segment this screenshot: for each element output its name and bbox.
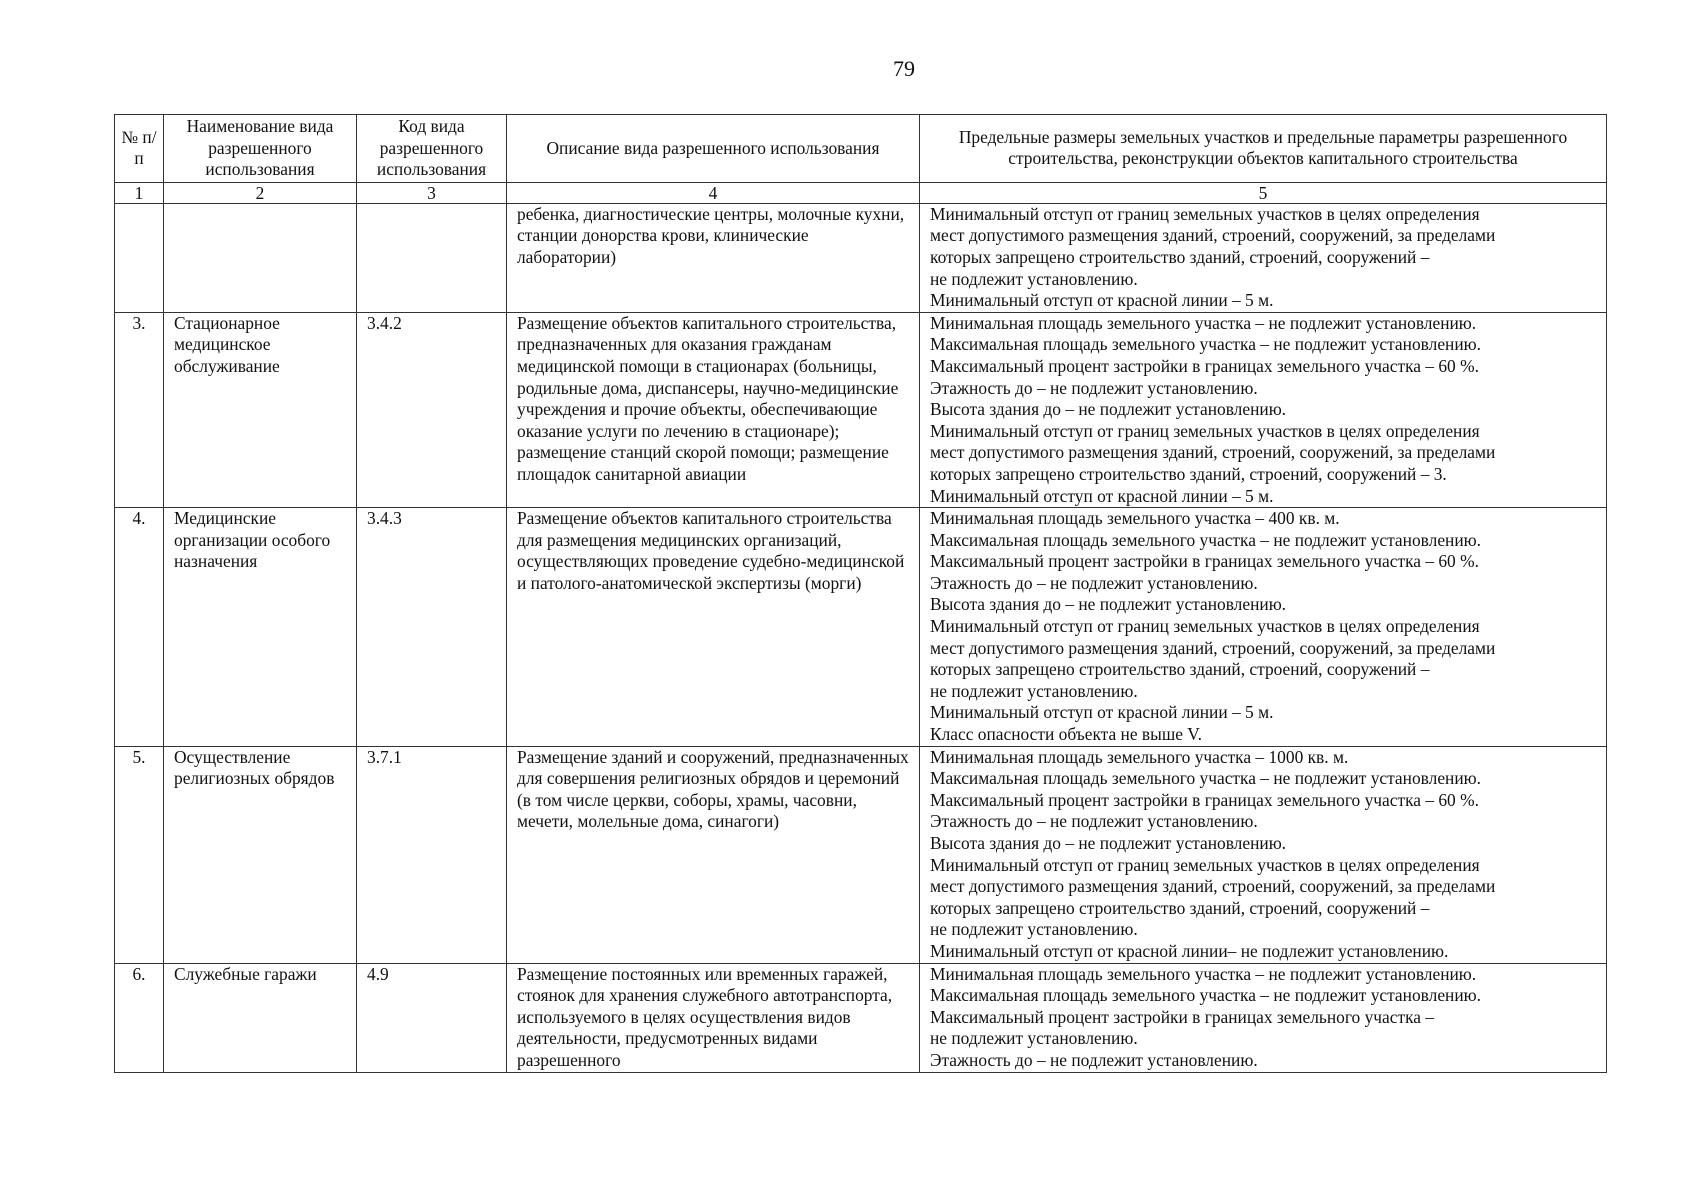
regulations-table (114, 114, 1607, 1073)
header-number: № п/п (115, 115, 164, 183)
row-number (115, 203, 164, 312)
parameter-line: которых запрещено строительство зданий, строений, сооружений – (930, 897, 1430, 918)
row-number: 4. (115, 508, 164, 747)
header-use-description: Описание вида разрешенного использования (507, 115, 920, 183)
parameter-line: Высота здания до – не подлежит установлению. (930, 399, 1287, 420)
table-row (115, 746, 1607, 963)
column-number: 2 (164, 182, 357, 203)
use-code: 3.7.1 (357, 746, 507, 963)
parameter-line: Минимальная площадь земельного участка – 1000 кв. м. (930, 746, 1349, 767)
parameter-line: которых запрещено строительство зданий, строений, сооружений – (930, 659, 1430, 680)
parameter-line: Класс опасности объекта не выше V. (930, 724, 1202, 745)
parameter-line: не подлежит установлению. (930, 919, 1138, 940)
table-row (115, 508, 1607, 747)
limit-parameters (920, 963, 1607, 1072)
table-row (115, 963, 1607, 1072)
use-code (357, 203, 507, 312)
use-name: Медицинские организации особого назначения (164, 508, 357, 747)
parameter-line: не подлежит установлению. (930, 268, 1138, 289)
parameter-line: мест допустимого размещения зданий, строений, сооружений, за пределами (930, 876, 1496, 897)
column-number-row (115, 182, 1607, 203)
parameter-line: Этажность до – не подлежит установлению. (930, 377, 1258, 398)
limit-parameters (920, 312, 1607, 507)
use-code: 3.4.2 (357, 312, 507, 507)
parameter-line: Высота здания до – не подлежит установлению. (930, 833, 1287, 853)
parameter-line: Минимальный отступ от красной линии – 5 м. (930, 485, 1274, 506)
parameter-line: Этажность до – не подлежит установлению. (930, 1049, 1258, 1070)
page-number: 79 (893, 56, 915, 81)
parameter-line: Максимальный процент застройки в границах земельного участка – 60 %. (930, 551, 1479, 572)
row-number: 5. (115, 746, 164, 963)
table-body (115, 203, 1607, 1072)
parameter-line: Максимальная площадь земельного участка – не подлежит установлению. (930, 768, 1481, 789)
parameter-line: Минимальный отступ от границ земельных участков в целях определения (930, 616, 1480, 637)
use-description: ребенка, диагностические центры, молочные кухни, станции донорства крови, клинические лаборатории) (507, 203, 920, 312)
parameter-line: Максимальный процент застройки в границах земельного участка – 60 %. (930, 355, 1479, 376)
column-number: 5 (920, 182, 1607, 203)
parameter-line: Минимальный отступ от границ земельных участков в целях определения (930, 420, 1480, 441)
parameter-line: которых запрещено строительство зданий, строений, сооружений – 3. (930, 463, 1447, 484)
parameter-line: не подлежит установлению. (930, 1028, 1138, 1049)
parameter-line: Этажность до – не подлежит установлению. (930, 811, 1258, 832)
parameter-line: Минимальная площадь земельного участка – не подлежит установлению. (930, 312, 1477, 333)
row-number: 6. (115, 963, 164, 1072)
header-use-code: Код вида разрешенного использования (357, 115, 507, 183)
column-number: 1 (115, 182, 164, 203)
header-use-name: Наименование вида разрешенного использования (164, 115, 357, 183)
parameter-line: Минимальный отступ от красной линии– не подлежит установлению. (930, 940, 1449, 961)
parameter-line: Максимальная площадь земельного участка – не подлежит установлению. (930, 334, 1481, 355)
limit-parameters (920, 746, 1607, 963)
parameter-line: Высота здания до – не подлежит установлению. (930, 594, 1287, 615)
parameter-line: мест допустимого размещения зданий, строений, сооружений, за пределами (930, 637, 1496, 658)
parameter-line: Минимальный отступ от границ земельных участков в целях определения (930, 203, 1480, 224)
row-number: 3. (115, 312, 164, 507)
parameter-line: Этажность до – не подлежит установлению. (930, 572, 1258, 593)
parameter-line: мест допустимого размещения зданий, строений, сооружений, за пределами (930, 442, 1496, 463)
parameter-line: Минимальный отступ от красной линии – 5 м. (930, 290, 1274, 311)
parameter-line: Максимальный процент застройки в границах земельного участка – (930, 1006, 1435, 1027)
use-code: 3.4.3 (357, 508, 507, 747)
table-row (115, 203, 1607, 312)
use-description: Размещение постоянных или временных гаражей, стоянок для хранения служебного автотранспорта, используемого в целях осуществления видов деятельности, предусмотренных видами разрешенного (507, 963, 920, 1072)
use-name (164, 203, 357, 312)
parameter-line: не подлежит установлению. (930, 680, 1138, 701)
column-number: 3 (357, 182, 507, 203)
parameter-line: Минимальный отступ от границ земельных участков в целях определения (930, 854, 1480, 875)
parameter-line: Минимальная площадь земельного участка – не подлежит установлению. (930, 963, 1477, 984)
parameter-line: которых запрещено строительство зданий, строений, сооружений – (930, 246, 1430, 267)
table-row (115, 312, 1607, 507)
header-limit-parameters: Предельные размеры земельных участков и предельные параметры разрешенного строительства, реконструкции объектов капитального строительства (920, 115, 1607, 183)
parameter-line: Максимальная площадь земельного участка – не подлежит установлению. (930, 529, 1481, 550)
use-description: Размещение зданий и сооружений, предназначенных для совершения религиозных обрядов и церемоний (в том числе церкви, соборы, храмы, часовни, мечети, молельные дома, синагоги) (507, 746, 920, 963)
parameter-line: Максимальная площадь земельного участка – не подлежит установлению. (930, 985, 1481, 1006)
table-header-row (115, 115, 1607, 183)
use-description: Размещение объектов капитального строительства для размещения медицинских организаций, осуществляющих проведение судебно-медицинской и патолого-анатомической экспертизы (морги) (507, 508, 920, 747)
use-name: Стационарное медицинское обслуживание (164, 312, 357, 507)
parameter-line: мест допустимого размещения зданий, строений, сооружений, за пределами (930, 225, 1496, 246)
use-code: 4.9 (357, 963, 507, 1072)
column-number: 4 (507, 182, 920, 203)
parameter-line: Максимальный процент застройки в границах земельного участка – 60 %. (930, 789, 1479, 810)
use-description: Размещение объектов капитального строительства, предназначенных для оказания гражданам медицинской помощи в стационарах (больницы, родильные дома, диспансеры, научно-медицинские учреждения и прочие объекты, обеспечивающие оказание услуги по лечению в стационаре); размещение станций скорой помощи; размещение площадок санитарной авиации (507, 312, 920, 507)
limit-parameters (920, 508, 1607, 747)
parameter-line: Минимальная площадь земельного участка – 400 кв. м. (930, 508, 1340, 529)
limit-parameters (920, 203, 1607, 312)
use-name: Осуществление религиозных обрядов (164, 746, 357, 963)
parameter-line: Минимальный отступ от красной линии – 5 м. (930, 702, 1274, 723)
use-name: Служебные гаражи (164, 963, 357, 1072)
